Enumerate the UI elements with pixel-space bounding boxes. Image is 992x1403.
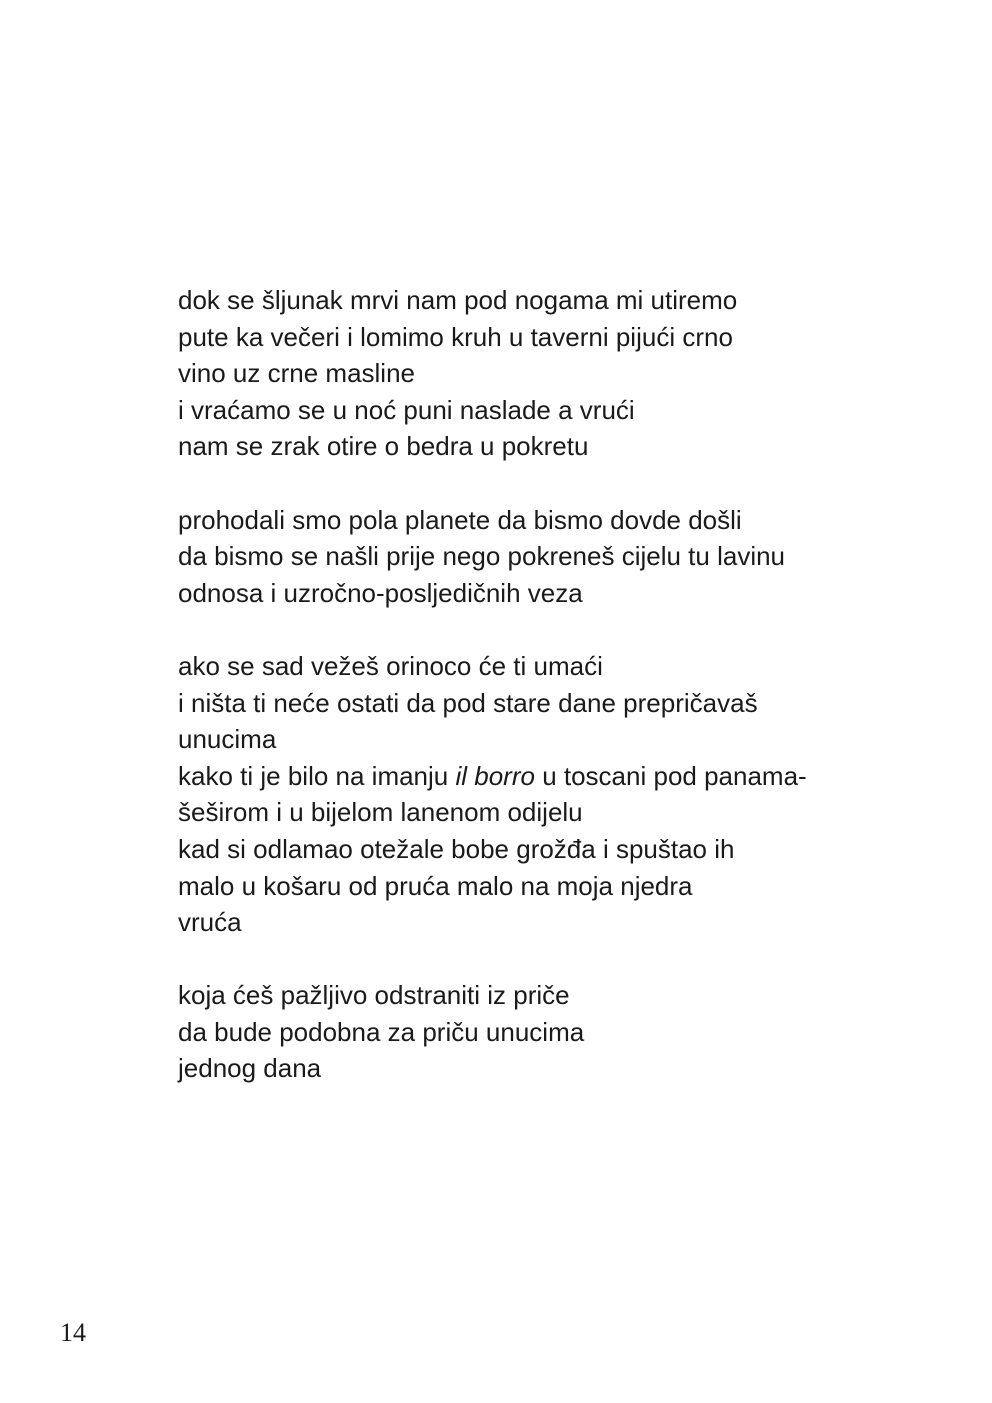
- poem-line-with-italic: [178, 758, 918, 795]
- poem-line: malo u košaru od pruća malo na moja njedra: [178, 870, 693, 901]
- page-number: 14: [60, 1318, 86, 1347]
- poem-line: koja ćeš pažljivo odstraniti iz priče: [178, 980, 570, 1011]
- poem-line: kad si odlamao otežale bobe grožđa i spuštao ih: [178, 833, 735, 864]
- stanza-1: [178, 282, 918, 465]
- poem-line: vruća: [178, 907, 242, 938]
- stanza-4: [178, 977, 918, 1087]
- poem-text: kako ti je bilo na imanju: [178, 760, 456, 791]
- poem-line: jednog dana: [178, 1053, 322, 1084]
- poem-line: vino uz crne masline: [178, 358, 415, 389]
- poem: [178, 282, 918, 1124]
- poem-line: odnosa i uzročno-posljedičnih veza: [178, 577, 583, 608]
- stanza-2: [178, 502, 918, 612]
- poem-line: unucima: [178, 724, 277, 755]
- poem-line: prohodali smo pola planete da bismo dovde došli: [178, 504, 742, 535]
- poem-line: šeširom i u bijelom lanenom odijelu: [178, 797, 583, 828]
- poem-line: i vraćamo se u noć puni naslade a vrući: [178, 394, 635, 425]
- poem-line: ako se sad vežeš orinoco će ti umaći: [178, 650, 603, 681]
- poem-text: u toscani pod panama-: [534, 760, 807, 791]
- poem-line: da bismo se našli prije nego pokreneš cijelu tu lavinu: [178, 541, 786, 572]
- poem-line: nam se zrak otire o bedra u pokretu: [178, 431, 589, 462]
- poem-line: i ništa ti neće ostati da pod stare dane prepričavaš: [178, 687, 758, 718]
- poem-line: pute ka večeri i lomimo kruh u taverni pijući crno: [178, 321, 733, 352]
- stanza-3: [178, 648, 918, 941]
- italic-place-name: il borro: [455, 760, 535, 791]
- poem-line: da bude podobna za priču unucima: [178, 1016, 585, 1047]
- poem-line: dok se šljunak mrvi nam pod nogama mi utiremo: [178, 285, 738, 315]
